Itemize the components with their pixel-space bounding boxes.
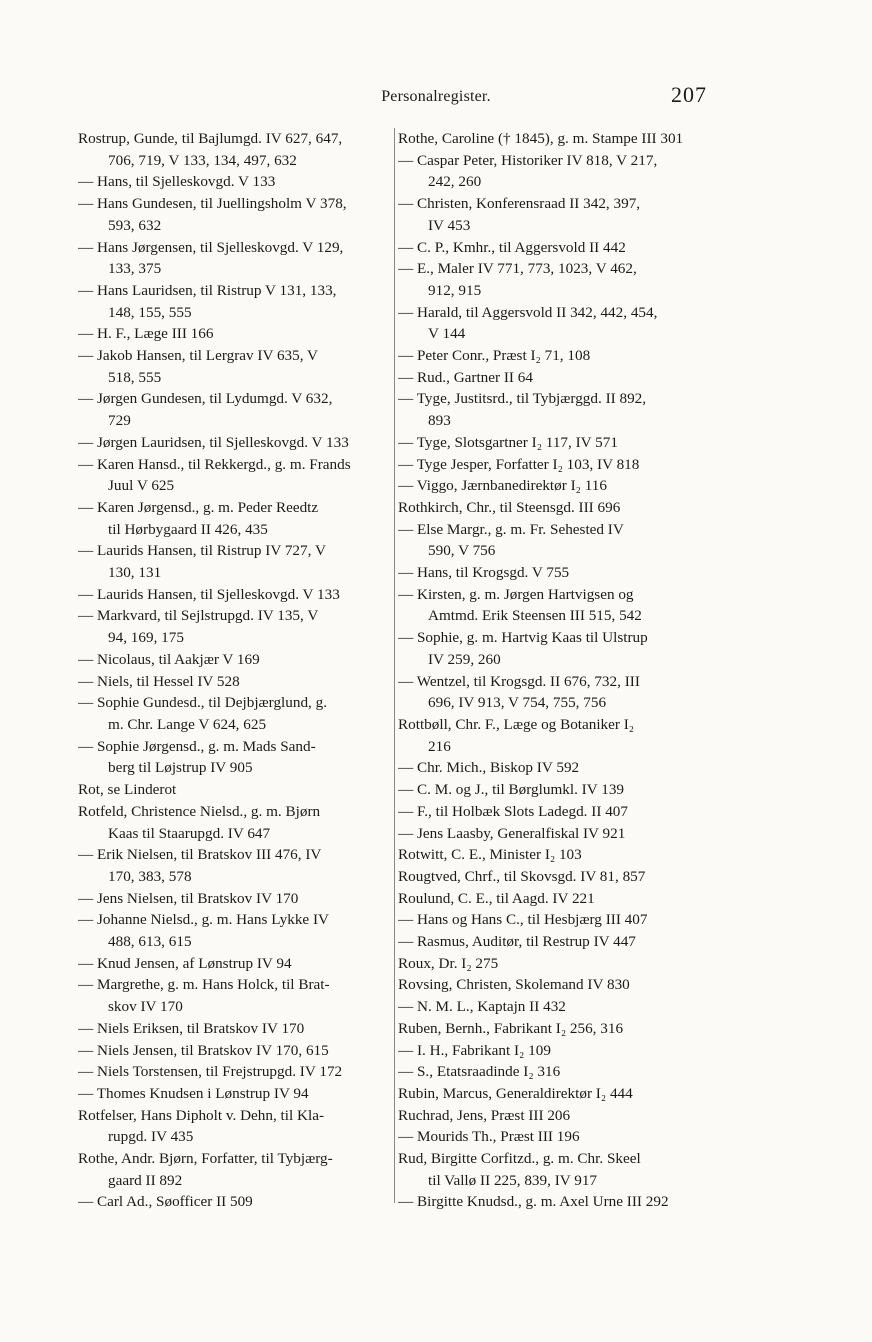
entry-line: — Birgitte Knudsd., g. m. Axel Urne III 292 [398, 1193, 669, 1211]
register-entry [398, 1083, 716, 1105]
entry-continuation: gaard II 892 [108, 1171, 183, 1189]
entry-line: Ruchrad, Jens, Præst III 206 [398, 1106, 571, 1124]
register-entry [398, 1126, 716, 1148]
entry-continuation: til Vallø II 225, 839, IV 917 [428, 1171, 598, 1189]
entry-line: — Niels Torstensen, til Frejstrupgd. IV 172 [78, 1063, 343, 1081]
register-entry [78, 844, 396, 887]
register-entry [398, 497, 716, 519]
entry-line: — I. H., Fabrikant I₂ 109 [398, 1041, 551, 1059]
entry-line: Rostrup, Gunde, til Bajlumgd. IV 627, 647, [78, 130, 343, 147]
entry-continuation: 94, 169, 175 [108, 629, 184, 647]
entry-line: Rougtved, Chrf., til Skovsgd. IV 81, 857 [398, 867, 646, 885]
entry-line: — Karen Jørgensd., g. m. Peder Reedtz [78, 498, 319, 516]
register-entry [78, 1105, 396, 1148]
entry-continuation: 593, 632 [108, 216, 162, 234]
register-entry [78, 605, 396, 648]
entry-line: — Hans, til Sjelleskovgd. V 133 [78, 173, 276, 191]
entry-line: — Sophie Jørgensd., g. m. Mads Sand- [78, 737, 316, 755]
entry-continuation: 148, 155, 555 [108, 303, 192, 321]
register-entry [398, 714, 716, 757]
entry-continuation: rupgd. IV 435 [108, 1128, 194, 1146]
entry-continuation: 706, 719, V 133, 134, 497, 632 [108, 151, 297, 169]
register-entry [398, 258, 716, 301]
entry-line: — Niels Jensen, til Bratskov IV 170, 615 [78, 1041, 329, 1059]
register-entry [398, 996, 716, 1018]
entry-line: — Hans, til Krogsgd. V 755 [398, 564, 570, 582]
entry-line: — Rud., Gartner II 64 [398, 368, 533, 386]
register-entry [78, 432, 396, 454]
entry-line: — Kirsten, g. m. Jørgen Hartvigsen og [398, 585, 634, 603]
entry-line: — Niels Eriksen, til Bratskov IV 170 [78, 1019, 305, 1037]
register-entry [398, 801, 716, 823]
register-entry [398, 1105, 716, 1127]
register-entry [78, 171, 396, 193]
entry-continuation: Amtmd. Erik Steensen III 515, 542 [428, 607, 642, 625]
register-entry [78, 649, 396, 671]
entry-continuation: IV 453 [428, 216, 471, 234]
register-entry [78, 584, 396, 606]
entry-line: — Sophie Gundesd., til Dejbjærglund, g. [78, 694, 328, 712]
register-entry [398, 757, 716, 779]
register-entry [398, 237, 716, 259]
register-entry [78, 1083, 396, 1105]
entry-line: — Markvard, til Sejlstrupgd. IV 135, V [78, 607, 319, 625]
entry-line: — S., Etatsraadinde I₂ 316 [398, 1063, 561, 1081]
register-entry [398, 475, 716, 497]
register-entry [78, 388, 396, 431]
entry-line: — Johanne Nielsd., g. m. Hans Lykke IV [78, 911, 329, 929]
register-entry [78, 454, 396, 497]
register-entry [398, 1191, 716, 1213]
entry-continuation: 488, 613, 615 [108, 933, 192, 951]
entry-continuation: Kaas til Staarupgd. IV 647 [108, 824, 271, 842]
register-entry [78, 779, 396, 801]
entry-line: Rubin, Marcus, Generaldirektør I₂ 444 [398, 1084, 633, 1102]
entry-line: — Mourids Th., Præst III 196 [398, 1128, 580, 1146]
register-entry [398, 671, 716, 714]
entry-continuation: 518, 555 [108, 368, 162, 386]
column-divider [394, 128, 395, 1203]
entry-line: — Rasmus, Auditør, til Restrup IV 447 [398, 933, 636, 951]
entry-line: — Sophie, g. m. Hartvig Kaas til Ulstrup [398, 629, 648, 647]
entry-line: — Hans og Hans C., til Hesbjærg III 407 [398, 911, 648, 929]
register-entry [78, 692, 396, 735]
register-entry [78, 736, 396, 779]
entry-line: — Tyge Jesper, Forfatter I₂ 103, IV 818 [398, 455, 640, 473]
register-entry [398, 584, 716, 627]
entry-line: Rotfeld, Christence Nielsd., g. m. Bjørn [78, 802, 321, 820]
entry-line: — Caspar Peter, Historiker IV 818, V 217, [398, 151, 658, 169]
entry-line: — Knud Jensen, af Lønstrup IV 94 [78, 954, 292, 972]
register-entry [78, 1061, 396, 1083]
register-entry [398, 519, 716, 562]
register-entry [78, 193, 396, 236]
entry-continuation: 216 [428, 737, 451, 755]
register-entry [78, 323, 396, 345]
entry-line: Roulund, C. E., til Aagd. IV 221 [398, 889, 595, 907]
entry-line: — Karen Hansd., til Rekkergd., g. m. Frands [78, 455, 351, 473]
page-number: 207 [671, 82, 707, 107]
right-column [398, 128, 716, 1213]
entry-line: — Viggo, Jærnbanedirektør I₂ 116 [398, 477, 607, 495]
register-entry [398, 888, 716, 910]
entry-continuation: IV 259, 260 [428, 650, 501, 668]
register-entry [78, 497, 396, 540]
register-entry [398, 1018, 716, 1040]
register-entry [398, 388, 716, 431]
entry-line: — Nicolaus, til Aakjær V 169 [78, 650, 260, 668]
entry-line: Rothe, Andr. Bjørn, Forfatter, til Tybjærg- [78, 1150, 333, 1168]
register-entry [398, 909, 716, 931]
register-entry [78, 888, 396, 910]
entry-line: — Jens Laasby, Generalfiskal IV 921 [398, 824, 626, 842]
entry-line: — Hans Lauridsen, til Ristrup V 131, 133, [78, 281, 337, 299]
register-entry [78, 909, 396, 952]
entry-continuation: 130, 131 [108, 564, 162, 582]
entry-line: Rothe, Caroline († 1845), g. m. Stampe III 301 [398, 130, 684, 147]
entry-line: — Christen, Konferensraad II 342, 397, [398, 195, 641, 213]
register-entry [78, 974, 396, 1017]
entry-continuation: Juul V 625 [108, 477, 175, 495]
entry-line: — C. P., Kmhr., til Aggersvold II 442 [398, 238, 626, 256]
entry-line: — Laurids Hansen, til Sjelleskovgd. V 133 [78, 585, 340, 603]
register-entry [398, 974, 716, 996]
register-entry [398, 627, 716, 670]
running-title: Personalregister. [381, 88, 491, 105]
register-entry [398, 367, 716, 389]
register-entry [78, 540, 396, 583]
entry-line: Rovsing, Christen, Skolemand IV 830 [398, 976, 630, 994]
register-entry [398, 931, 716, 953]
register-entry [78, 128, 396, 171]
entry-line: — Harald, til Aggersvold II 342, 442, 454, [398, 303, 658, 321]
entry-line: — Niels, til Hessel IV 528 [78, 672, 240, 690]
register-entry [398, 193, 716, 236]
entry-line: Rotfelser, Hans Dipholt v. Dehn, til Kla- [78, 1106, 325, 1124]
entry-line: — Jørgen Gundesen, til Lydumgd. V 632, [78, 390, 333, 408]
entry-continuation: berg til Løjstrup IV 905 [108, 759, 253, 777]
entry-line: — Jørgen Lauridsen, til Sjelleskovgd. V 133 [78, 433, 349, 451]
register-entry [398, 128, 716, 150]
entry-line: Rot, se Linderot [78, 781, 177, 799]
entry-continuation: V 144 [428, 325, 466, 343]
register-entry [398, 454, 716, 476]
register-entry [398, 1040, 716, 1062]
entry-continuation: 242, 260 [428, 173, 482, 191]
register-entry [78, 1040, 396, 1062]
register-entry [78, 1191, 396, 1213]
register-entry [398, 150, 716, 193]
entry-line: — H. F., Læge III 166 [78, 325, 214, 343]
left-column [78, 128, 396, 1213]
register-entry [78, 345, 396, 388]
entry-line: — Hans Gundesen, til Juellingsholm V 378, [78, 195, 347, 213]
entry-continuation: 893 [428, 412, 451, 430]
register-entry [78, 280, 396, 323]
register-entry [398, 302, 716, 345]
register-entry [78, 1018, 396, 1040]
entry-continuation: 133, 375 [108, 260, 162, 278]
register-entry [398, 823, 716, 845]
entry-continuation: til Hørbygaard II 426, 435 [108, 520, 268, 538]
entry-continuation: 170, 383, 578 [108, 867, 192, 885]
register-entry [398, 562, 716, 584]
entry-line: Rothkirch, Chr., til Steensgd. III 696 [398, 498, 621, 516]
entry-line: — Else Margr., g. m. Fr. Sehested IV [398, 520, 624, 538]
entry-continuation: 696, IV 913, V 754, 755, 756 [428, 694, 607, 712]
register-entry [398, 1148, 716, 1191]
entry-line: — Tyge, Slotsgartner I₂ 117, IV 571 [398, 433, 618, 451]
register-entry [78, 237, 396, 280]
entry-line: — Margrethe, g. m. Hans Holck, til Brat- [78, 976, 330, 994]
register-entry [398, 432, 716, 454]
register-entry [78, 801, 396, 844]
entry-line: — Tyge, Justitsrd., til Tybjærggd. II 892, [398, 390, 647, 408]
entry-line: — Jakob Hansen, til Lergrav IV 635, V [78, 347, 319, 365]
register-entry [398, 953, 716, 975]
page-header [0, 82, 872, 112]
entry-line: Rotwitt, C. E., Minister I₂ 103 [398, 846, 582, 864]
entry-continuation: m. Chr. Lange V 624, 625 [108, 715, 267, 733]
register-entry [398, 866, 716, 888]
entry-line: Ruben, Bernh., Fabrikant I₂ 256, 316 [398, 1019, 624, 1037]
entry-continuation: skov IV 170 [108, 998, 183, 1016]
register-entry [398, 1061, 716, 1083]
entry-continuation: 590, V 756 [428, 542, 496, 560]
entry-continuation: 912, 915 [428, 281, 482, 299]
entry-continuation: 729 [108, 412, 131, 430]
entry-line: — Hans Jørgensen, til Sjelleskovgd. V 129, [78, 238, 344, 256]
register-entry [78, 953, 396, 975]
entry-line: Rottbøll, Chr. F., Læge og Botaniker I₂ [398, 715, 635, 733]
entry-line: — E., Maler IV 771, 773, 1023, V 462, [398, 260, 637, 278]
entry-line: — F., til Holbæk Slots Ladegd. II 407 [398, 802, 628, 820]
register-entry [398, 779, 716, 801]
entry-line: — Laurids Hansen, til Ristrup IV 727, V [78, 542, 326, 560]
entry-line: — Peter Conr., Præst I₂ 71, 108 [398, 347, 591, 365]
entry-line: — Wentzel, til Krogsgd. II 676, 732, III [398, 672, 640, 690]
register-entry [398, 844, 716, 866]
entry-line: — Jens Nielsen, til Bratskov IV 170 [78, 889, 299, 907]
entry-line: — Carl Ad., Søofficer II 509 [78, 1193, 253, 1211]
entry-line: Rud, Birgitte Corfitzd., g. m. Chr. Skeel [398, 1150, 641, 1168]
register-entry [398, 345, 716, 367]
entry-line: — Chr. Mich., Biskop IV 592 [398, 759, 580, 777]
entry-line: — Thomes Knudsen i Lønstrup IV 94 [78, 1084, 309, 1102]
register-entry [78, 1148, 396, 1191]
entry-line: — C. M. og J., til Børglumkl. IV 139 [398, 781, 625, 799]
entry-line: Roux, Dr. I₂ 275 [398, 954, 499, 972]
register-entry [78, 671, 396, 693]
entry-line: — N. M. L., Kaptajn II 432 [398, 998, 566, 1016]
entry-line: — Erik Nielsen, til Bratskov III 476, IV [78, 846, 322, 864]
